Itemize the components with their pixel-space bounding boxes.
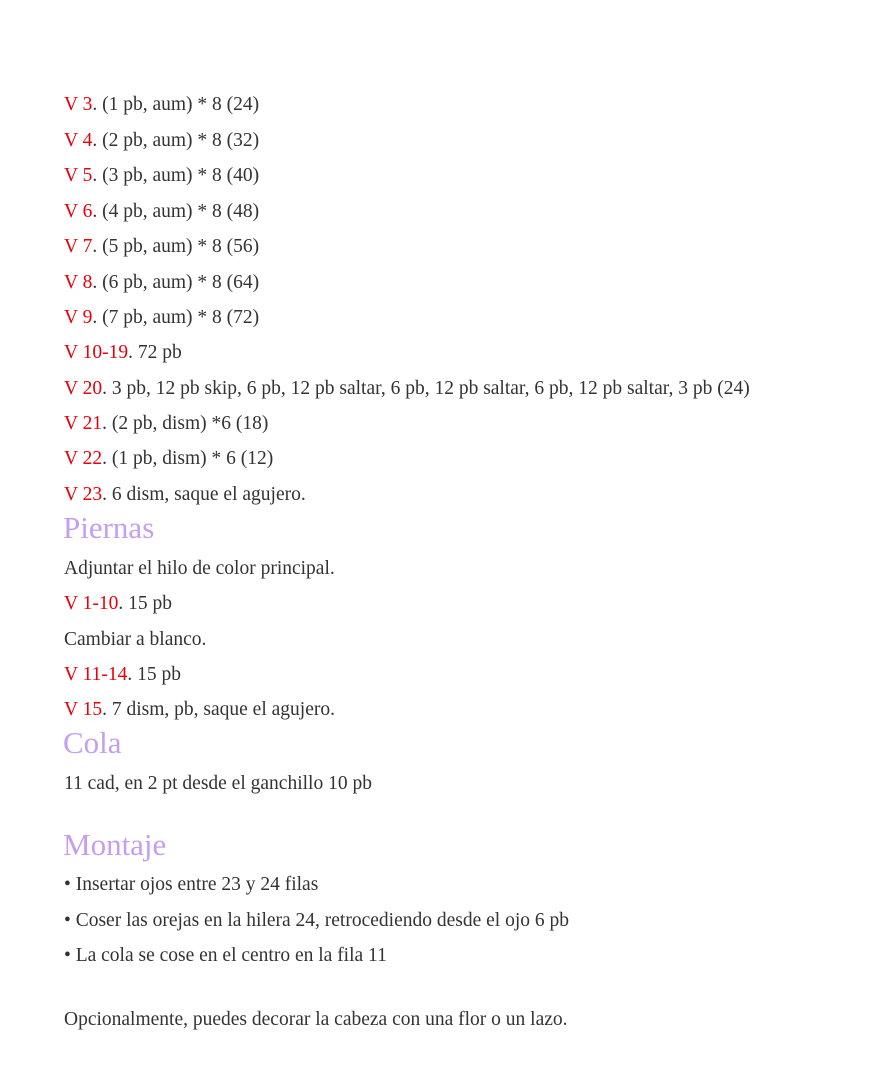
list-item: • Coser las orejas en la hilera 24, retrocediendo desde el ojo 6 pb	[64, 910, 569, 931]
section-heading-piernas: Piernas	[63, 510, 155, 545]
round-label: V 6	[64, 201, 93, 222]
round-instruction: . (1 pb, aum) * 8 (24)	[92, 94, 260, 115]
round-line	[64, 306, 259, 330]
round-label: V 10-19	[64, 342, 129, 363]
round-instruction: . 15 pb	[118, 593, 172, 614]
round-line	[64, 200, 259, 224]
round-label: V 23	[64, 484, 103, 505]
round-instruction: . 7 dism, pb, saque el agujero.	[102, 699, 335, 720]
round-line	[64, 592, 172, 616]
round-label: V 7	[64, 236, 93, 257]
round-line	[64, 93, 259, 117]
round-line	[64, 663, 181, 687]
round-label: V 1-10	[64, 593, 119, 614]
piernas-intro: Adjuntar el hilo de color principal.	[64, 558, 335, 579]
round-line	[64, 341, 182, 365]
round-line	[64, 377, 750, 401]
round-label: V 8	[64, 272, 93, 293]
cola-instruction: 11 cad, en 2 pt desde el ganchillo 10 pb	[64, 773, 372, 794]
piernas-note: Cambiar a blanco.	[64, 629, 207, 650]
round-instruction: . (2 pb, aum) * 8 (32)	[92, 130, 260, 151]
round-instruction: . (2 pb, dism) *6 (18)	[102, 413, 269, 434]
round-instruction: . (5 pb, aum) * 8 (56)	[92, 236, 260, 257]
round-label: V 9	[64, 307, 93, 328]
round-instruction: . (1 pb, dism) * 6 (12)	[102, 448, 274, 469]
round-instruction: . (4 pb, aum) * 8 (48)	[92, 201, 260, 222]
round-instruction: . 72 pb	[128, 342, 182, 363]
round-line	[64, 129, 259, 153]
list-item: • La cola se cose en el centro en la fila 11	[64, 945, 387, 966]
round-line	[64, 412, 268, 436]
round-instruction: . (3 pb, aum) * 8 (40)	[92, 165, 260, 186]
section-heading-montaje: Montaje	[63, 827, 167, 862]
round-instruction: . 15 pb	[127, 664, 181, 685]
round-instruction: . 3 pb, 12 pb skip, 6 pb, 12 pb saltar, 6 pb, 12 pb saltar, 6 pb, 12 pb saltar, 3 pb (24)	[102, 378, 750, 399]
list-item: • Insertar ojos entre 23 y 24 filas	[64, 874, 319, 895]
round-label: V 21	[64, 413, 103, 434]
round-label: V 4	[64, 130, 93, 151]
round-instruction: . (6 pb, aum) * 8 (64)	[92, 272, 260, 293]
closing-note: Opcionalmente, puedes decorar la cabeza con una flor o un lazo.	[64, 1009, 568, 1030]
round-line	[64, 164, 259, 188]
round-line	[64, 698, 335, 722]
round-label: V 22	[64, 448, 103, 469]
round-instruction: . 6 dism, saque el agujero.	[102, 484, 306, 505]
round-label: V 20	[64, 378, 103, 399]
round-line	[64, 235, 259, 259]
round-instruction: . (7 pb, aum) * 8 (72)	[92, 307, 260, 328]
round-label: V 15	[64, 699, 103, 720]
round-line	[64, 271, 259, 295]
round-line	[64, 447, 273, 471]
section-heading-cola: Cola	[63, 725, 122, 760]
round-label: V 11-14	[64, 664, 128, 685]
round-line	[64, 483, 306, 507]
round-label: V 3	[64, 94, 93, 115]
round-label: V 5	[64, 165, 93, 186]
